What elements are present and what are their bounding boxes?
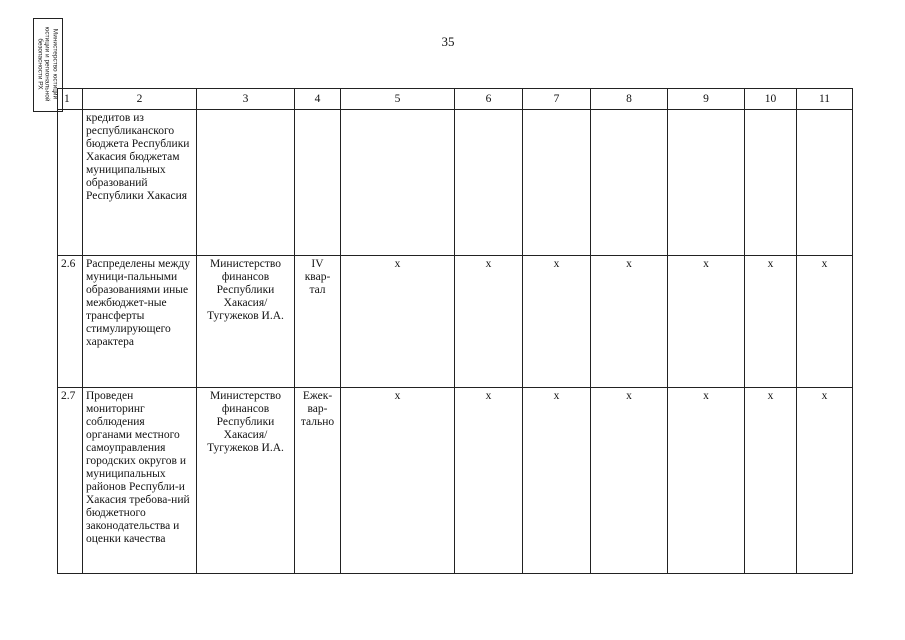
executor: Министерство финансов Республики Хакасия/ Тугужеков И.А. bbox=[197, 256, 295, 388]
table-row bbox=[58, 388, 853, 574]
row-number: 2.7 bbox=[58, 388, 83, 574]
stamp-line: Министерство юстиции bbox=[51, 28, 59, 100]
deadline bbox=[295, 110, 341, 256]
value-cell: x bbox=[341, 256, 455, 388]
value-cell: x bbox=[745, 256, 797, 388]
value-cell: x bbox=[523, 256, 591, 388]
row-number bbox=[58, 110, 83, 256]
value-cell: x bbox=[591, 388, 668, 574]
header-cell: 1 bbox=[58, 89, 83, 110]
table-row bbox=[58, 110, 853, 256]
header-cell: 6 bbox=[455, 89, 523, 110]
value-cell bbox=[745, 110, 797, 256]
page-number: 35 bbox=[441, 34, 455, 49]
deadline: Ежек-вар-тально bbox=[295, 388, 341, 574]
value-cell bbox=[797, 110, 853, 256]
header-cell: 7 bbox=[523, 89, 591, 110]
table-row bbox=[58, 256, 853, 388]
header-cell: 9 bbox=[668, 89, 745, 110]
stamp-line: безопасности РХ bbox=[36, 38, 44, 90]
plan-table bbox=[57, 88, 853, 574]
value-cell: x bbox=[668, 256, 745, 388]
header-cell: 11 bbox=[797, 89, 853, 110]
task-description: Распределены между муници-пальными образованиями иные межбюджет-ные трансферты стимулирующего характера bbox=[83, 256, 197, 388]
ministry-stamp-text bbox=[36, 18, 59, 110]
value-cell: x bbox=[745, 388, 797, 574]
value-cell bbox=[341, 110, 455, 256]
executor bbox=[197, 110, 295, 256]
header-cell: 5 bbox=[341, 89, 455, 110]
table-header-row bbox=[58, 89, 853, 110]
value-cell: x bbox=[455, 388, 523, 574]
stamp-line: юстиции и региональной bbox=[43, 26, 51, 102]
value-cell bbox=[668, 110, 745, 256]
value-cell: x bbox=[455, 256, 523, 388]
value-cell bbox=[523, 110, 591, 256]
header-cell: 8 bbox=[591, 89, 668, 110]
deadline: IV квар-тал bbox=[295, 256, 341, 388]
value-cell bbox=[591, 110, 668, 256]
row-number: 2.6 bbox=[58, 256, 83, 388]
task-description: Проведен мониторинг соблюдения органами местного самоуправления городских округов и муниципальных районов Республи-и Хакасия требова-ний бюджетного законодательства и оценки качества bbox=[83, 388, 197, 574]
header-cell: 4 bbox=[295, 89, 341, 110]
header-cell: 10 bbox=[745, 89, 797, 110]
value-cell: x bbox=[668, 388, 745, 574]
value-cell: x bbox=[523, 388, 591, 574]
value-cell: x bbox=[797, 256, 853, 388]
value-cell: x bbox=[341, 388, 455, 574]
executor: Министерство финансов Республики Хакасия/ Тугужеков И.А. bbox=[197, 388, 295, 574]
header-cell: 3 bbox=[197, 89, 295, 110]
task-description: кредитов из республиканского бюджета Республики Хакасия бюджетам муниципальных образований Республики Хакасия bbox=[83, 110, 197, 256]
value-cell: x bbox=[797, 388, 853, 574]
header-cell: 2 bbox=[83, 89, 197, 110]
value-cell: x bbox=[591, 256, 668, 388]
value-cell bbox=[455, 110, 523, 256]
